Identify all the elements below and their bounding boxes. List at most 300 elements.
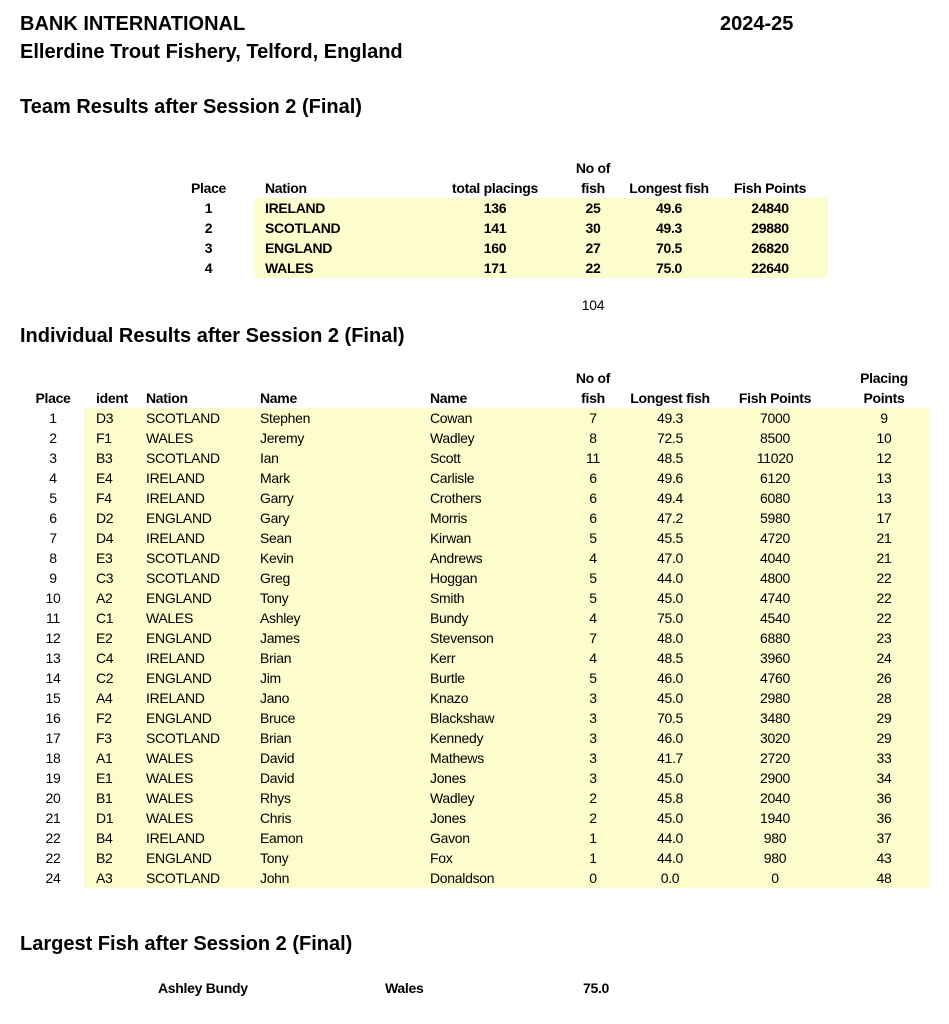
cell-fish: 3 <box>558 768 628 788</box>
cell-ident: A4 <box>84 688 144 708</box>
cell-fish-points: 3480 <box>712 708 838 728</box>
cell-longest-fish: 41.7 <box>628 748 712 768</box>
cell-fish: 8 <box>558 428 628 448</box>
table-row <box>30 528 930 548</box>
cell-nation: ENGLAND <box>144 508 250 528</box>
cell-placing-points: 22 <box>838 568 930 588</box>
cell-ident: E1 <box>84 768 144 788</box>
cell-first-name: John <box>250 868 418 888</box>
cell-place: 22 <box>45 850 61 866</box>
cell-nation: ENGLAND <box>144 668 250 688</box>
cell-placing-points: 29 <box>838 728 930 748</box>
cell-ident: B1 <box>84 788 144 808</box>
cell-first-name: Kevin <box>250 548 418 568</box>
cell-placing-points: 22 <box>838 608 930 628</box>
col-header-spacer <box>418 368 558 388</box>
cell-first-name: Garry <box>250 488 418 508</box>
table-row <box>30 568 930 588</box>
cell-fish-points: 2720 <box>712 748 838 768</box>
cell-surname: Andrews <box>418 548 558 568</box>
largest-fish-length: 75.0 <box>583 980 610 996</box>
col-header-spacer <box>84 368 144 388</box>
cell-longest-fish: 72.5 <box>628 428 712 448</box>
venue-subtitle: Ellerdine Trout Fishery, Telford, England <box>20 41 403 63</box>
table-row <box>30 768 930 788</box>
table-row <box>30 588 930 608</box>
cell-placing-points: 13 <box>838 488 930 508</box>
cell-nation: WALES <box>144 608 250 628</box>
cell-placing-points: 33 <box>838 748 930 768</box>
team-header-row-top <box>180 158 828 178</box>
cell-place: 3 <box>49 450 57 466</box>
col-header-surname: Name <box>430 390 467 406</box>
cell-fish-points: 2040 <box>712 788 838 808</box>
table-row <box>30 828 930 848</box>
cell-fish-points: 4740 <box>712 588 838 608</box>
cell-surname: Jones <box>418 768 558 788</box>
col-header-no-of: No of <box>575 160 611 176</box>
cell-longest-fish: 49.3 <box>628 408 712 428</box>
cell-first-name: Jeremy <box>250 428 418 448</box>
cell-placing-points: 9 <box>838 408 930 428</box>
cell-surname: Wadley <box>418 788 558 808</box>
cell-fish-points: 4760 <box>712 668 838 688</box>
cell-place: 1 <box>204 200 213 216</box>
cell-longest-fish: 49.6 <box>628 468 712 488</box>
cell-placing-points: 21 <box>838 528 930 548</box>
team-results-body <box>180 198 828 278</box>
team-header-row <box>180 178 828 198</box>
cell-nation: IRELAND <box>144 688 250 708</box>
col-header-spacer <box>628 368 712 388</box>
cell-longest-fish: 48.5 <box>628 448 712 468</box>
cell-place: 19 <box>45 770 61 786</box>
cell-nation: IRELAND <box>144 648 250 668</box>
table-row <box>30 488 930 508</box>
cell-first-name: Tony <box>250 588 418 608</box>
cell-longest-fish: 75.0 <box>628 608 712 628</box>
cell-fish: 6 <box>558 468 628 488</box>
cell-ident: F1 <box>84 428 144 448</box>
cell-fish-points: 0 <box>712 868 838 888</box>
cell-first-name: Rhys <box>250 788 418 808</box>
cell-fish-points: 4720 <box>712 528 838 548</box>
cell-fish: 2 <box>558 788 628 808</box>
cell-surname: Scott <box>418 448 558 468</box>
cell-first-name: Greg <box>250 568 418 588</box>
cell-fish-points: 7000 <box>712 408 838 428</box>
cell-ident: E3 <box>84 548 144 568</box>
cell-fish: 5 <box>558 588 628 608</box>
table-row <box>30 688 930 708</box>
col-header-fish: fish <box>581 390 605 406</box>
col-header-placing: Placing <box>860 370 908 386</box>
cell-placing-points: 48 <box>838 868 930 888</box>
cell-nation: SCOTLAND <box>144 548 250 568</box>
cell-place: 2 <box>204 220 213 236</box>
cell-fish: 5 <box>558 528 628 548</box>
cell-total-placings: 136 <box>430 198 560 218</box>
cell-fish: 6 <box>558 508 628 528</box>
cell-nation: IRELAND <box>144 528 250 548</box>
cell-fish-points: 980 <box>712 848 838 868</box>
cell-place: 3 <box>204 240 213 256</box>
cell-surname: Cowan <box>418 408 558 428</box>
table-row <box>30 548 930 568</box>
cell-fish: 7 <box>558 408 628 428</box>
largest-fish-title: Largest Fish after Session 2 (Final) <box>20 933 353 955</box>
cell-fish: 7 <box>558 628 628 648</box>
col-header-fish: fish <box>581 180 605 196</box>
team-results-title: Team Results after Session 2 (Final) <box>20 96 362 118</box>
cell-first-name: Ian <box>250 448 418 468</box>
cell-longest-fish: 44.0 <box>628 828 712 848</box>
col-header-points: Points <box>863 390 905 406</box>
table-row <box>30 708 930 728</box>
cell-longest-fish: 48.5 <box>628 648 712 668</box>
cell-ident: C2 <box>84 668 144 688</box>
col-header-fish-points: Fish Points <box>733 180 807 196</box>
cell-fish: 5 <box>558 668 628 688</box>
cell-placing-points: 36 <box>838 788 930 808</box>
cell-first-name: Brian <box>250 728 418 748</box>
cell-total-placings: 171 <box>430 258 560 278</box>
cell-first-name: David <box>250 768 418 788</box>
cell-surname: Stevenson <box>418 628 558 648</box>
cell-placing-points: 21 <box>838 548 930 568</box>
cell-ident: B3 <box>84 448 144 468</box>
table-row <box>30 808 930 828</box>
table-row <box>30 848 930 868</box>
cell-surname: Kirwan <box>418 528 558 548</box>
cell-fish: 4 <box>558 548 628 568</box>
cell-placing-points: 22 <box>838 588 930 608</box>
cell-ident: C1 <box>84 608 144 628</box>
cell-nation: ENGLAND <box>255 238 430 258</box>
cell-nation: IRELAND <box>144 828 250 848</box>
cell-ident: F3 <box>84 728 144 748</box>
col-header-total-placings: total placings <box>451 180 539 196</box>
cell-longest-fish: 49.6 <box>626 198 712 218</box>
cell-fish-points: 2980 <box>712 688 838 708</box>
table-row <box>180 198 828 218</box>
cell-longest-fish: 46.0 <box>628 728 712 748</box>
cell-fish: 11 <box>558 448 628 468</box>
cell-nation: ENGLAND <box>144 628 250 648</box>
cell-fish: 6 <box>558 488 628 508</box>
cell-placing-points: 24 <box>838 648 930 668</box>
col-header-spacer <box>430 158 560 178</box>
cell-first-name: Chris <box>250 808 418 828</box>
cell-fish-points: 4540 <box>712 608 838 628</box>
individual-results-title: Individual Results after Session 2 (Final) <box>20 325 405 347</box>
individual-results-table <box>30 368 930 888</box>
cell-nation: SCOTLAND <box>144 728 250 748</box>
col-header-first-name: Name <box>260 390 297 406</box>
cell-ident: E2 <box>84 628 144 648</box>
cell-nation: IRELAND <box>144 468 250 488</box>
cell-placing-points: 17 <box>838 508 930 528</box>
cell-nation: SCOTLAND <box>144 868 250 888</box>
col-header-spacer <box>712 368 838 388</box>
cell-fish: 3 <box>558 688 628 708</box>
cell-nation: WALES <box>144 768 250 788</box>
col-header-spacer <box>255 158 430 178</box>
cell-surname: Gavon <box>418 828 558 848</box>
table-row <box>30 608 930 628</box>
cell-placing-points: 34 <box>838 768 930 788</box>
table-row <box>30 628 930 648</box>
table-row <box>30 868 930 888</box>
col-header-ident: ident <box>96 390 128 406</box>
cell-place: 10 <box>45 590 61 606</box>
cell-fish: 30 <box>560 218 626 238</box>
cell-longest-fish: 49.3 <box>626 218 712 238</box>
cell-nation: SCOTLAND <box>144 568 250 588</box>
cell-placing-points: 29 <box>838 708 930 728</box>
cell-place: 4 <box>204 260 213 276</box>
col-header-place: Place <box>35 390 71 406</box>
cell-place: 11 <box>46 610 60 626</box>
cell-surname: Wadley <box>418 428 558 448</box>
cell-ident: A3 <box>84 868 144 888</box>
col-header-no-of: No of <box>575 370 611 386</box>
cell-place: 1 <box>49 410 57 426</box>
cell-ident: D2 <box>84 508 144 528</box>
col-header-spacer <box>144 368 250 388</box>
cell-nation: WALES <box>255 258 430 278</box>
cell-fish: 0 <box>558 868 628 888</box>
cell-placing-points: 10 <box>838 428 930 448</box>
table-row <box>30 668 930 688</box>
cell-longest-fish: 44.0 <box>628 848 712 868</box>
cell-ident: C3 <box>84 568 144 588</box>
cell-surname: Donaldson <box>418 868 558 888</box>
season-label: 2024-25 <box>720 13 794 35</box>
cell-first-name: Mark <box>250 468 418 488</box>
table-row <box>30 748 930 768</box>
cell-fish-points: 3960 <box>712 648 838 668</box>
cell-fish: 27 <box>560 238 626 258</box>
cell-placing-points: 28 <box>838 688 930 708</box>
cell-first-name: Stephen <box>250 408 418 428</box>
cell-nation: ENGLAND <box>144 588 250 608</box>
cell-fish: 1 <box>558 848 628 868</box>
cell-first-name: Brian <box>250 648 418 668</box>
cell-placing-points: 23 <box>838 628 930 648</box>
cell-longest-fish: 47.2 <box>628 508 712 528</box>
cell-first-name: Eamon <box>250 828 418 848</box>
cell-nation: WALES <box>144 808 250 828</box>
cell-fish-points: 4040 <box>712 548 838 568</box>
table-row <box>30 408 930 428</box>
cell-fish-points: 6080 <box>712 488 838 508</box>
cell-longest-fish: 47.0 <box>628 548 712 568</box>
cell-longest-fish: 45.0 <box>628 588 712 608</box>
cell-fish: 3 <box>558 708 628 728</box>
cell-longest-fish: 0.0 <box>628 868 712 888</box>
col-header-longest-fish: Longest fish <box>629 180 709 196</box>
cell-surname: Smith <box>418 588 558 608</box>
cell-fish-points: 6880 <box>712 628 838 648</box>
cell-total-placings: 160 <box>430 238 560 258</box>
table-row <box>30 508 930 528</box>
cell-placing-points: 12 <box>838 448 930 468</box>
cell-fish-points: 11020 <box>712 448 838 468</box>
cell-fish-points: 6120 <box>712 468 838 488</box>
cell-place: 16 <box>45 710 61 726</box>
cell-first-name: Jano <box>250 688 418 708</box>
cell-longest-fish: 75.0 <box>626 258 712 278</box>
cell-surname: Morris <box>418 508 558 528</box>
cell-place: 7 <box>49 530 57 546</box>
cell-fish-points: 29880 <box>712 218 828 238</box>
cell-surname: Knazo <box>418 688 558 708</box>
table-row <box>180 218 828 238</box>
cell-longest-fish: 44.0 <box>628 568 712 588</box>
cell-surname: Hoggan <box>418 568 558 588</box>
cell-nation: IRELAND <box>144 488 250 508</box>
cell-ident: F2 <box>84 708 144 728</box>
cell-longest-fish: 45.5 <box>628 528 712 548</box>
cell-fish: 3 <box>558 728 628 748</box>
cell-longest-fish: 70.5 <box>628 708 712 728</box>
cell-ident: A2 <box>84 588 144 608</box>
col-header-longest-fish: Longest fish <box>630 390 710 406</box>
cell-longest-fish: 70.5 <box>626 238 712 258</box>
col-header-spacer <box>712 158 828 178</box>
cell-ident: D4 <box>84 528 144 548</box>
cell-ident: E4 <box>84 468 144 488</box>
cell-surname: Jones <box>418 808 558 828</box>
cell-fish-points: 22640 <box>712 258 828 278</box>
cell-ident: A1 <box>84 748 144 768</box>
cell-fish: 1 <box>558 828 628 848</box>
cell-first-name: Tony <box>250 848 418 868</box>
cell-place: 21 <box>45 810 61 826</box>
col-header-spacer <box>626 158 712 178</box>
cell-first-name: Jim <box>250 668 418 688</box>
table-row <box>30 648 930 668</box>
cell-placing-points: 37 <box>838 828 930 848</box>
cell-ident: D3 <box>84 408 144 428</box>
col-header-spacer <box>180 158 255 178</box>
cell-longest-fish: 49.4 <box>628 488 712 508</box>
cell-nation: SCOTLAND <box>144 408 250 428</box>
cell-ident: D1 <box>84 808 144 828</box>
cell-surname: Crothers <box>418 488 558 508</box>
cell-first-name: Sean <box>250 528 418 548</box>
cell-fish: 5 <box>558 568 628 588</box>
cell-surname: Burtle <box>418 668 558 688</box>
cell-place: 8 <box>49 550 57 566</box>
cell-first-name: David <box>250 748 418 768</box>
cell-first-name: Bruce <box>250 708 418 728</box>
table-row <box>30 468 930 488</box>
col-header-spacer <box>30 368 84 388</box>
col-header-nation: Nation <box>265 180 307 196</box>
total-fish-count: 104 <box>581 297 605 313</box>
cell-fish-points: 2900 <box>712 768 838 788</box>
cell-surname: Carlisle <box>418 468 558 488</box>
cell-place: 6 <box>49 510 57 526</box>
cell-fish-points: 4800 <box>712 568 838 588</box>
cell-longest-fish: 45.0 <box>628 688 712 708</box>
cell-placing-points: 43 <box>838 848 930 868</box>
cell-fish-points: 980 <box>712 828 838 848</box>
table-row <box>30 428 930 448</box>
cell-nation: IRELAND <box>255 198 430 218</box>
cell-fish: 22 <box>560 258 626 278</box>
individual-header-row-top <box>30 368 930 388</box>
cell-place: 2 <box>49 430 57 446</box>
cell-place: 4 <box>49 470 57 486</box>
cell-place: 24 <box>45 870 61 886</box>
cell-nation: ENGLAND <box>144 708 250 728</box>
col-header-spacer <box>250 368 418 388</box>
cell-nation: WALES <box>144 788 250 808</box>
cell-place: 5 <box>49 490 57 506</box>
col-header-fish-points: Fish Points <box>738 390 812 406</box>
cell-fish: 2 <box>558 808 628 828</box>
cell-fish-points: 26820 <box>712 238 828 258</box>
cell-longest-fish: 45.8 <box>628 788 712 808</box>
cell-ident: F4 <box>84 488 144 508</box>
cell-placing-points: 26 <box>838 668 930 688</box>
cell-fish: 4 <box>558 648 628 668</box>
cell-nation: WALES <box>144 428 250 448</box>
cell-longest-fish: 45.0 <box>628 768 712 788</box>
largest-fish-nation: Wales <box>385 980 424 996</box>
cell-surname: Kerr <box>418 648 558 668</box>
table-row <box>180 258 828 278</box>
cell-surname: Bundy <box>418 608 558 628</box>
largest-fish-angler: Ashley Bundy <box>158 980 248 996</box>
cell-nation: SCOTLAND <box>144 448 250 468</box>
cell-place: 22 <box>45 830 61 846</box>
cell-fish: 25 <box>560 198 626 218</box>
cell-fish-points: 1940 <box>712 808 838 828</box>
cell-ident: C4 <box>84 648 144 668</box>
table-row <box>30 728 930 748</box>
cell-nation: ENGLAND <box>144 848 250 868</box>
cell-place: 18 <box>45 750 61 766</box>
table-row <box>180 238 828 258</box>
col-header-nation: Nation <box>146 390 188 406</box>
cell-first-name: Ashley <box>250 608 418 628</box>
cell-fish-points: 3020 <box>712 728 838 748</box>
cell-fish-points: 8500 <box>712 428 838 448</box>
individual-results-body <box>30 408 930 888</box>
cell-longest-fish: 46.0 <box>628 668 712 688</box>
cell-placing-points: 13 <box>838 468 930 488</box>
cell-surname: Fox <box>418 848 558 868</box>
individual-header-row <box>30 388 930 408</box>
cell-first-name: James <box>250 628 418 648</box>
cell-fish-points: 24840 <box>712 198 828 218</box>
cell-fish-points: 5980 <box>712 508 838 528</box>
cell-longest-fish: 48.0 <box>628 628 712 648</box>
page-title: BANK INTERNATIONAL <box>20 13 246 35</box>
cell-placing-points: 36 <box>838 808 930 828</box>
cell-nation: SCOTLAND <box>255 218 430 238</box>
cell-place: 14 <box>45 670 61 686</box>
cell-surname: Mathews <box>418 748 558 768</box>
table-row <box>30 788 930 808</box>
cell-first-name: Gary <box>250 508 418 528</box>
cell-fish: 3 <box>558 748 628 768</box>
table-row <box>30 448 930 468</box>
